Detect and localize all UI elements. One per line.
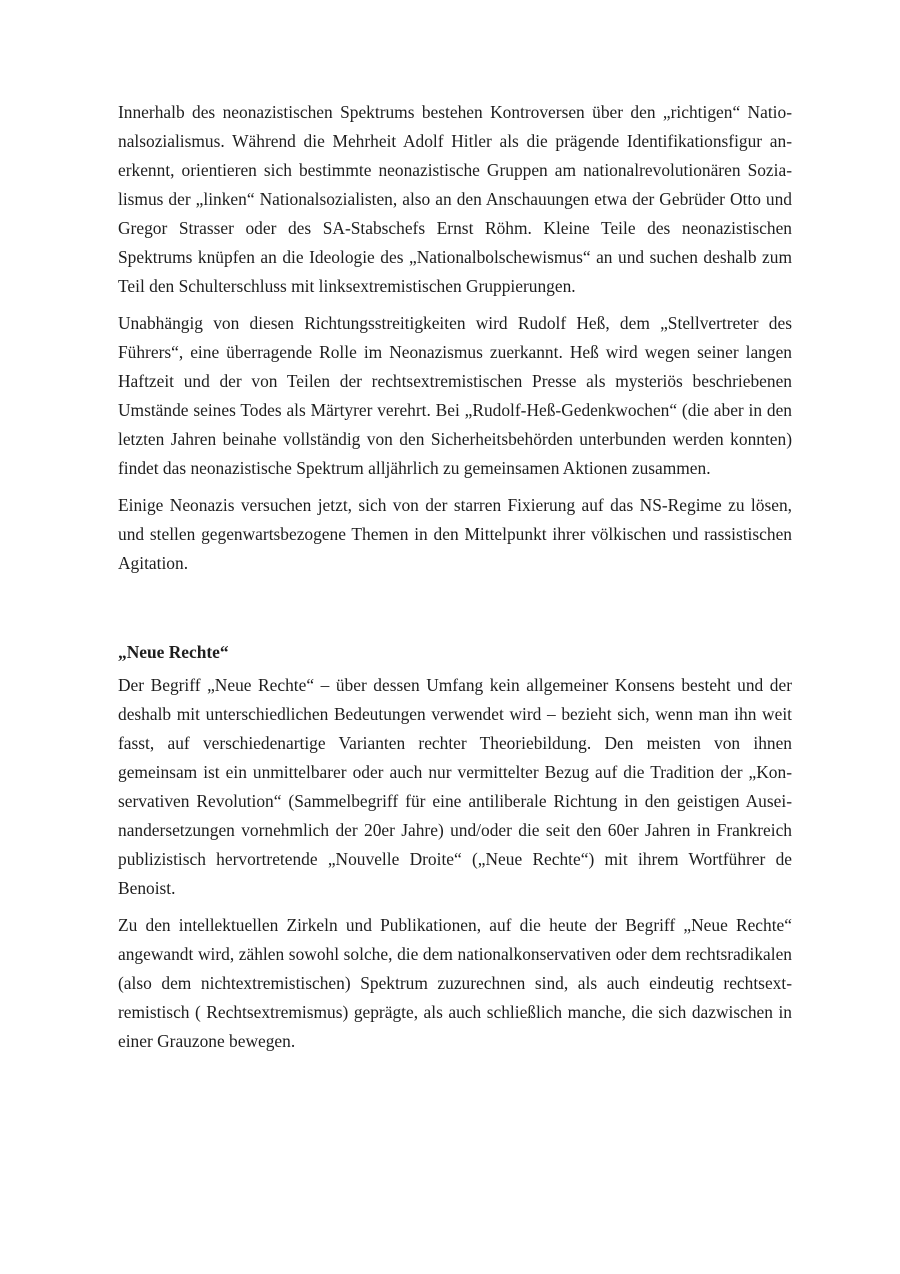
document-body [118, 98, 792, 1064]
section-heading-neue-rechte: „Neue Rechte“ [118, 642, 229, 662]
paragraph-neonazi-controversies: Innerhalb des neonazistischen Spektrums bestehen Kontroversen über den „richtigen“ Nationalsozialismus. Während die Mehrheit Adolf Hitler als die prägende Identifikationsfigur anerkennt, orientieren sich bestimmte neonazistische Gruppen am nationalrevolutionären Sozialismus der „linken“ Nationalsozialisten, also an den Anschauungen etwa der Gebrüder Otto und Gregor Strasser oder des SA-Stabschefs Ernst Röhm. Kleine Teile des neonazistischen Spektrums knüpfen an die Ideologie des „Nationalbolschewismus“ an und suchen deshalb zum Teil den Schulterschluss mit linksextremistischen Gruppierungen. [118, 102, 792, 296]
paragraph-intellectual-circles: Zu den intellektuellen Zirkeln und Publikationen, auf die heute der Begriff „Neue Rechte“ angewandt wird, zählen sowohl solche, die dem nationalkonservativen oder dem rechtsradikalen (also dem nichtextremistischen) Spektrum zuzurechnen sind, als auch eindeutig rechtsextremistisch ( Rechtsextremismus) geprägte, als auch schließlich manche, die sich dazwischen in einer Grauzone bewegen. [118, 915, 792, 1051]
paragraph-neue-rechte-definition: Der Begriff „Neue Rechte“ – über dessen Umfang kein allgemeiner Konsens besteht und der deshalb mit unterschiedlichen Bedeutungen verwendet wird – bezieht sich, wenn man ihn weit fasst, auf verschiedenartige Varianten rechter Theoriebildung. Den meisten von ihnen gemeinsam ist ein unmittelbarer oder auch nur vermittelter Bezug auf die Tradition der „Konservativen Revolution“ (Sammelbegriff für eine antiliberale Richtung in den geistigen Auseinandersetzungen vornehmlich der 20er Jahre) und/oder die seit den 60er Jahren in Frankreich publizistisch hervortretende „Nouvelle Droite“ („Neue Rechte“) mit ihrem Wortführer de Benoist. [118, 675, 792, 898]
paragraph-rudolf-hess: Unabhängig von diesen Richtungsstreitigkeiten wird Rudolf Heß, dem „Stellvertreter des Führers“, eine überragende Rolle im Neonazismus zuerkannt. Heß wird wegen seiner langen Haftzeit und der von Teilen der rechtsextremistischen Presse als mysteriös beschriebenen Umstände seines Todes als Märtyrer verehrt. Bei „Rudolf-Heß-Gedenkwochen“ (die aber in den letzten Jahren beinahe vollständig von den Sicherheitsbehörden unterbunden werden konnten) findet das neonazistische Spektrum alljährlich zu gemeinsamen Aktionen zusammen. [118, 313, 792, 478]
paragraph-neonazi-agitation: Einige Neonazis versuchen jetzt, sich von der starren Fixierung auf das NS-Regime zu lösen, und stellen gegenwartsbezogene Themen in den Mittelpunkt ihrer völkischen und rassistischen Agitation. [118, 495, 792, 573]
